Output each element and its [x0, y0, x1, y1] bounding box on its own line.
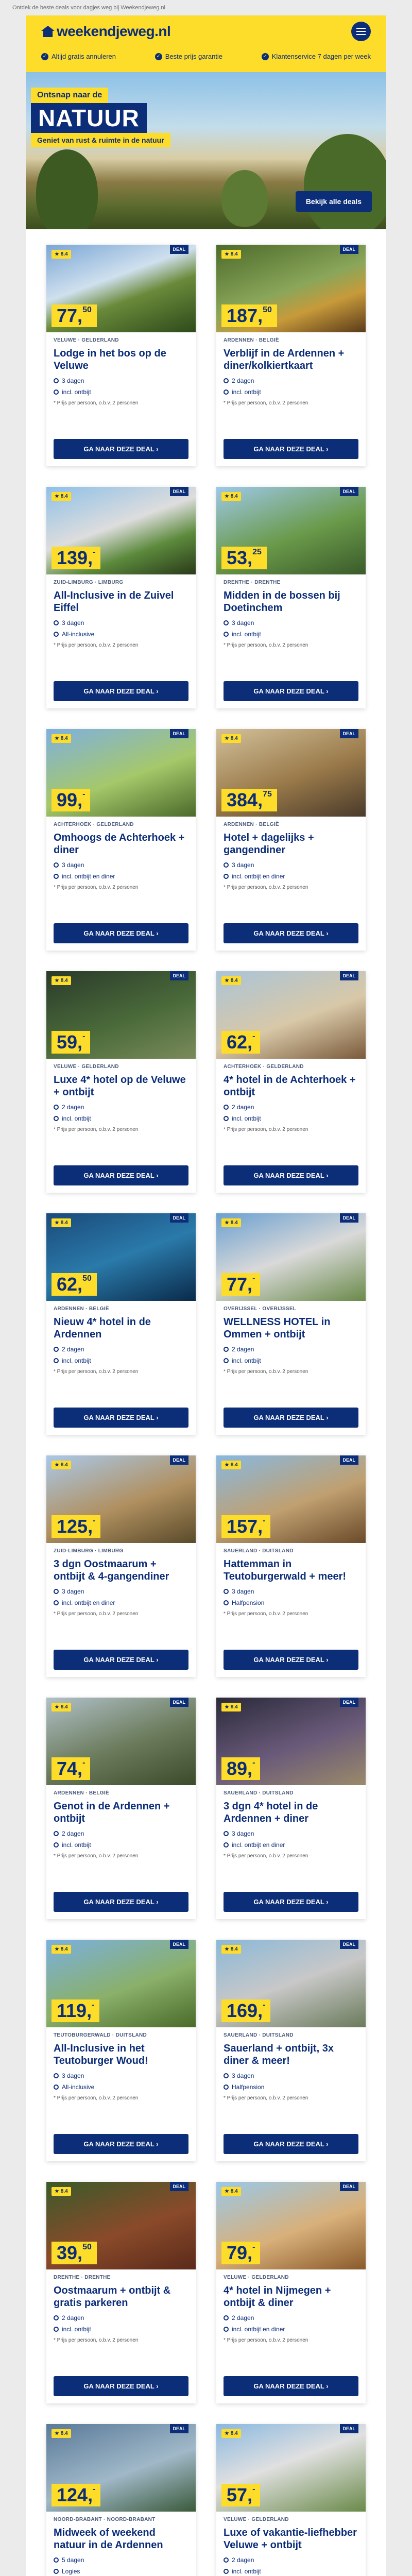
deal-board: incl. ontbijt en diner — [224, 2326, 358, 2333]
deal-image[interactable] — [46, 1213, 196, 1301]
deal-title[interactable]: Genot in de Ardennen + ontbijt — [54, 1801, 170, 1824]
cutlery-icon — [54, 1842, 59, 1848]
deal-card[interactable] — [216, 487, 366, 708]
deal-badge: ★ 8.4 — [52, 1461, 71, 1469]
deal-title[interactable]: 4* hotel in de Achterhoek + ontbijt — [224, 1074, 356, 1098]
usp-label: Klantenservice 7 dagen per week — [271, 53, 371, 60]
deal-cta-button[interactable]: GA NAAR DEZE DEAL › — [224, 923, 358, 943]
deal-title[interactable]: 3 dgn 4* hotel in de Ardennen + diner — [224, 1801, 318, 1824]
deal-card[interactable] — [216, 1213, 366, 1435]
moon-icon — [54, 2557, 59, 2563]
deal-badge: ★ 8.4 — [221, 1461, 241, 1469]
moon-icon — [54, 1105, 59, 1110]
deal-card[interactable] — [216, 1940, 366, 2161]
deal-cta-button[interactable]: GA NAAR DEZE DEAL › — [224, 681, 358, 701]
deal-duration: 3 dagen — [224, 1830, 358, 1837]
deal-card[interactable] — [216, 729, 366, 951]
deal-location: ARDENNEN · BELGIË — [54, 1790, 109, 1796]
deal-title[interactable]: Sauerland + ontbijt, 3x diner & meer! — [224, 2043, 334, 2066]
deal-cta-button[interactable]: GA NAAR DEZE DEAL › — [224, 439, 358, 459]
deal-board: All-inclusive — [54, 2083, 188, 2091]
usp-label: Altijd gratis annuleren — [52, 53, 116, 60]
deal-title[interactable]: Hattemman in Teutoburgerwald + meer! — [224, 1558, 347, 1582]
deal-card[interactable] — [216, 2424, 366, 2576]
deal-title[interactable]: WELLNESS HOTEL in Ommen + ontbijt — [224, 1316, 331, 1340]
deal-price: 187,50 — [221, 304, 277, 327]
deal-ribbon: DEAL — [170, 729, 189, 738]
deal-board: Logies — [54, 2568, 188, 2575]
cutlery-icon — [224, 2569, 229, 2574]
deal-location: VELUWE · GELDERLAND — [54, 337, 119, 343]
deal-board: incl. ontbijt en diner — [54, 1599, 188, 1606]
deal-image[interactable] — [46, 487, 196, 574]
deal-note: * Prijs per persoon, o.b.v. 2 personen — [54, 400, 139, 406]
deal-board: incl. ontbijt — [224, 631, 358, 638]
deal-ribbon: DEAL — [340, 1698, 359, 1707]
moon-icon — [224, 620, 229, 625]
deal-image[interactable] — [216, 1213, 366, 1301]
deal-badge: ★ 8.4 — [221, 1218, 241, 1227]
hamburger-icon — [356, 31, 366, 32]
deal-image[interactable] — [216, 245, 366, 332]
deal-cta-button[interactable]: GA NAAR DEZE DEAL › — [224, 1892, 358, 1912]
moon-icon — [224, 2315, 229, 2320]
deal-card[interactable] — [46, 1698, 196, 1919]
deal-board: incl. ontbijt — [54, 1841, 188, 1849]
deal-duration: 2 dagen — [224, 377, 358, 384]
deal-note: * Prijs per persoon, o.b.v. 2 personen — [54, 1611, 139, 1617]
deal-note: * Prijs per persoon, o.b.v. 2 personen — [224, 400, 308, 406]
deal-badge: ★ 8.4 — [52, 1703, 71, 1711]
moon-icon — [54, 378, 59, 383]
deal-note: * Prijs per persoon, o.b.v. 2 personen — [224, 642, 308, 648]
moon-icon — [54, 2315, 59, 2320]
deal-ribbon: DEAL — [170, 1213, 189, 1223]
cutlery-icon — [54, 1600, 59, 1605]
deal-badge: ★ 8.4 — [52, 976, 71, 985]
moon-icon — [54, 1589, 59, 1594]
deal-image[interactable] — [46, 1940, 196, 2027]
usp-item — [41, 53, 116, 60]
deal-board: incl. ontbijt — [54, 388, 188, 396]
moon-icon — [54, 1347, 59, 1352]
moon-icon — [224, 378, 229, 383]
deal-ribbon: DEAL — [340, 1455, 359, 1465]
cutlery-icon — [224, 389, 229, 395]
deal-duration: 3 dagen — [54, 619, 188, 626]
deal-ribbon: DEAL — [340, 1213, 359, 1223]
deal-title[interactable]: Midden in de bossen bij Doetinchem — [224, 590, 340, 614]
deal-card[interactable] — [216, 1698, 366, 1919]
deal-image[interactable] — [46, 729, 196, 817]
deal-card[interactable] — [216, 971, 366, 1193]
cutlery-icon — [224, 1842, 229, 1848]
deal-ribbon: DEAL — [340, 245, 359, 254]
deal-image[interactable] — [216, 729, 366, 817]
deal-title[interactable]: Midweek of weekend natuur in de Ardennen — [54, 2527, 163, 2551]
deal-price: 57,- — [221, 2484, 260, 2506]
deal-image[interactable] — [216, 2424, 366, 2512]
deal-ribbon: DEAL — [170, 1698, 189, 1707]
deal-price: 53,25 — [221, 547, 267, 569]
deal-card[interactable] — [46, 729, 196, 951]
deal-image[interactable] — [46, 1698, 196, 1785]
deal-badge: ★ 8.4 — [52, 250, 71, 259]
deal-duration: 2 dagen — [54, 1830, 188, 1837]
deal-card[interactable] — [46, 1940, 196, 2161]
cutlery-icon — [54, 389, 59, 395]
deal-cta-button[interactable]: GA NAAR DEZE DEAL › — [54, 681, 188, 701]
deal-board: Halfpension — [224, 2083, 358, 2091]
deal-board: Halfpension — [224, 1599, 358, 1606]
deal-badge: ★ 8.4 — [221, 976, 241, 985]
deal-ribbon: DEAL — [340, 1940, 359, 1949]
deal-ribbon: DEAL — [170, 1455, 189, 1465]
moon-icon — [54, 620, 59, 625]
deal-ribbon: DEAL — [340, 971, 359, 980]
deal-duration: 2 dagen — [54, 2314, 188, 2321]
deal-image[interactable] — [216, 1940, 366, 2027]
deal-badge: ★ 8.4 — [221, 1703, 241, 1711]
deal-image[interactable] — [46, 245, 196, 332]
cutlery-icon — [54, 2327, 59, 2332]
deal-note: * Prijs per persoon, o.b.v. 2 personen — [54, 885, 139, 890]
deal-duration: 3 dagen — [224, 1588, 358, 1595]
cutlery-icon — [224, 1358, 229, 1363]
deal-note: * Prijs per persoon, o.b.v. 2 personen — [54, 1369, 139, 1375]
deal-duration: 2 dagen — [54, 1104, 188, 1111]
house-icon — [41, 26, 55, 37]
moon-icon — [54, 862, 59, 868]
cutlery-icon — [54, 1116, 59, 1121]
deal-location: SAUERLAND · DUITSLAND — [224, 1790, 294, 1796]
deal-note: * Prijs per persoon, o.b.v. 2 personen — [54, 2095, 139, 2101]
moon-icon — [224, 2073, 229, 2078]
deal-badge: ★ 8.4 — [221, 2429, 241, 2438]
cutlery-icon — [224, 632, 229, 637]
deal-note: * Prijs per persoon, o.b.v. 2 personen — [54, 1853, 139, 1859]
deal-note: * Prijs per persoon, o.b.v. 2 personen — [54, 642, 139, 648]
deal-price: 59,- — [52, 1031, 90, 1054]
deal-location: ACHTERHOEK · GELDERLAND — [54, 822, 134, 827]
deal-location: VELUWE · GELDERLAND — [224, 2275, 289, 2280]
deal-ribbon: DEAL — [170, 245, 189, 254]
deal-location: ZUID-LIMBURG · LIMBURG — [54, 580, 124, 585]
deal-note: * Prijs per persoon, o.b.v. 2 personen — [224, 1127, 308, 1132]
deal-image[interactable] — [216, 487, 366, 574]
deal-duration: 2 dagen — [224, 1346, 358, 1353]
deal-duration: 3 dagen — [224, 2072, 358, 2079]
deal-card[interactable] — [46, 2424, 196, 2576]
deal-location: DRENTHE · DRENTHE — [224, 580, 281, 585]
deal-image[interactable] — [46, 2182, 196, 2269]
hero-sub: Geniet van rust & ruimte in de natuur — [31, 133, 170, 147]
deal-ribbon: DEAL — [340, 487, 359, 496]
deal-price: 139,- — [52, 547, 100, 569]
deal-badge: ★ 8.4 — [52, 1218, 71, 1227]
deal-price: 62,- — [221, 1031, 260, 1054]
hero-title — [31, 88, 170, 147]
deal-image[interactable] — [216, 971, 366, 1059]
deal-location: SAUERLAND · DUITSLAND — [224, 1548, 294, 1554]
moon-icon — [54, 2073, 59, 2078]
deal-location: NOORD-BRABANT · NOORD-BRABANT — [54, 2517, 156, 2522]
deal-card[interactable] — [216, 1455, 366, 1677]
deal-title[interactable]: Verblijf in de Ardennen + diner/kolkiertkaart — [224, 348, 345, 371]
deal-price: 77,- — [221, 1273, 260, 1296]
deal-note: * Prijs per persoon, o.b.v. 2 personen — [54, 1127, 139, 1132]
deal-board: incl. ontbijt en diner — [224, 873, 358, 880]
moon-icon — [224, 1589, 229, 1594]
cutlery-icon — [224, 1116, 229, 1121]
deal-card[interactable] — [46, 2182, 196, 2403]
deal-cta-button[interactable]: GA NAAR DEZE DEAL › — [224, 2376, 358, 2396]
deal-location: ARDENNEN · BELGIË — [54, 1306, 109, 1312]
deal-price: 79,- — [221, 2242, 260, 2264]
deal-duration: 2 dagen — [224, 1104, 358, 1111]
deal-price: 125,- — [52, 1515, 100, 1538]
deal-badge: ★ 8.4 — [52, 2187, 71, 2196]
deal-card[interactable] — [46, 1213, 196, 1435]
deal-location: VELUWE · GELDERLAND — [224, 2517, 289, 2522]
deal-ribbon: DEAL — [170, 1940, 189, 1949]
deal-location: ARDENNEN · BELGIË — [224, 822, 279, 827]
usp-bar — [41, 47, 371, 60]
hero-big: NATUUR — [31, 103, 147, 133]
deal-cta-button[interactable]: GA NAAR DEZE DEAL › — [224, 1408, 358, 1428]
deal-badge: ★ 8.4 — [52, 734, 71, 743]
moon-icon — [224, 1347, 229, 1352]
check-icon: ✓ — [262, 53, 269, 60]
deal-title[interactable]: Hotel + dagelijks + gangendiner — [224, 832, 314, 856]
deal-cta-button[interactable]: GA NAAR DEZE DEAL › — [54, 923, 188, 943]
deal-price: 89,- — [221, 1757, 260, 1780]
deal-card[interactable] — [46, 487, 196, 708]
deal-board: incl. ontbijt — [224, 1115, 358, 1122]
deal-board: All-inclusive — [54, 631, 188, 638]
deal-price: 157,- — [221, 1515, 270, 1538]
deal-title[interactable]: All-Inclusive in de Zuivel Eiffel — [54, 590, 174, 614]
cutlery-icon — [54, 2569, 59, 2574]
cutlery-icon — [224, 2327, 229, 2332]
deal-badge: ★ 8.4 — [221, 2187, 241, 2196]
hero-button[interactable]: Bekijk alle deals — [296, 191, 372, 212]
deal-cta-button[interactable]: GA NAAR DEZE DEAL › — [54, 439, 188, 459]
deal-card[interactable] — [216, 245, 366, 466]
deal-note: * Prijs per persoon, o.b.v. 2 personen — [224, 1369, 308, 1375]
check-icon: ✓ — [155, 53, 162, 60]
deal-badge: ★ 8.4 — [221, 492, 241, 501]
deal-duration: 3 dagen — [54, 2072, 188, 2079]
deal-title[interactable]: 4* hotel in Nijmegen + ontbijt & diner — [224, 2285, 331, 2309]
deal-cta-button[interactable]: GA NAAR DEZE DEAL › — [54, 2134, 188, 2154]
menu-button[interactable] — [351, 22, 371, 41]
logo[interactable] — [41, 23, 170, 40]
deal-badge: ★ 8.4 — [52, 2429, 71, 2438]
deal-image[interactable] — [216, 1698, 366, 1785]
deal-card[interactable] — [216, 2182, 366, 2403]
deal-price: 77,50 — [52, 304, 97, 327]
preheader: Ontdek de beste deals voor dagjes weg bij Weekendjeweg.nl — [12, 5, 165, 11]
deal-cta-button[interactable]: GA NAAR DEZE DEAL › — [54, 2376, 188, 2396]
deal-price: 169,- — [221, 1999, 270, 2022]
deal-badge: ★ 8.4 — [221, 250, 241, 259]
deal-card[interactable] — [46, 971, 196, 1193]
deal-location: TEUTOBURGERWALD · DUITSLAND — [54, 2032, 147, 2038]
moon-icon — [224, 1105, 229, 1110]
deal-title[interactable]: Lodge in het bos op de Veluwe — [54, 348, 166, 371]
deal-note: * Prijs per persoon, o.b.v. 2 personen — [224, 1853, 308, 1859]
deal-location: SAUERLAND · DUITSLAND — [224, 2032, 294, 2038]
deal-note: * Prijs per persoon, o.b.v. 2 personen — [224, 885, 308, 890]
deal-image[interactable] — [216, 2182, 366, 2269]
deal-location: OVERIJSSEL · OVERIJSSEL — [224, 1306, 297, 1312]
deal-duration: 3 dagen — [224, 619, 358, 626]
deal-ribbon: DEAL — [170, 2182, 189, 2191]
deal-title[interactable]: All-Inclusive in het Teutoburger Woud! — [54, 2043, 148, 2066]
deal-image[interactable] — [216, 1455, 366, 1543]
cutlery-icon — [54, 1358, 59, 1363]
deal-duration: 2 dagen — [224, 2556, 358, 2564]
deal-board: incl. ontbijt — [54, 1357, 188, 1364]
deal-cta-button[interactable]: GA NAAR DEZE DEAL › — [54, 1892, 188, 1912]
moon-icon — [224, 2557, 229, 2563]
deal-title[interactable]: Omhoogs de Achterhoek + diner — [54, 832, 185, 856]
deal-ribbon: DEAL — [340, 2424, 359, 2433]
deal-cta-button[interactable]: GA NAAR DEZE DEAL › — [224, 1165, 358, 1185]
deal-cta-button[interactable]: GA NAAR DEZE DEAL › — [224, 2134, 358, 2154]
email-container — [26, 15, 386, 2576]
deal-ribbon: DEAL — [340, 2182, 359, 2191]
deal-location: DRENTHE · DRENTHE — [54, 2275, 111, 2280]
deal-cta-button[interactable]: GA NAAR DEZE DEAL › — [224, 1650, 358, 1670]
deal-price: 124,- — [52, 2484, 100, 2506]
deal-duration: 5 dagen — [54, 2556, 188, 2564]
deal-image[interactable] — [46, 1455, 196, 1543]
cutlery-icon — [224, 874, 229, 879]
deal-board: incl. ontbijt en diner — [224, 1841, 358, 1849]
deal-ribbon: DEAL — [170, 2424, 189, 2433]
deal-ribbon: DEAL — [170, 971, 189, 980]
deal-badge: ★ 8.4 — [52, 492, 71, 501]
deal-price: 74,- — [52, 1757, 90, 1780]
deal-title[interactable]: Luxe of vakantie-liefhebber Veluwe + ontbijt — [224, 2527, 357, 2551]
usp-label: Beste prijs garantie — [165, 53, 223, 60]
deal-note: * Prijs per persoon, o.b.v. 2 personen — [54, 2337, 139, 2343]
deal-title[interactable]: Luxe 4* hotel op de Veluwe + ontbijt — [54, 1074, 186, 1098]
deal-location: VELUWE · GELDERLAND — [54, 1064, 119, 1070]
deal-price: 384,75 — [221, 789, 277, 811]
cutlery-icon — [54, 632, 59, 637]
deal-price: 99,- — [52, 789, 90, 811]
deal-title[interactable]: Oostmaarum + ontbijt & gratis parkeren — [54, 2285, 171, 2309]
deal-badge: ★ 8.4 — [52, 1945, 71, 1954]
deal-image[interactable] — [46, 2424, 196, 2512]
deal-title[interactable]: 3 dgn Oostmaarum + ontbijt & 4-gangendiner — [54, 1558, 169, 1582]
deal-card[interactable] — [46, 245, 196, 466]
deal-price: 39,50 — [52, 2242, 97, 2264]
deal-price: 62,50 — [52, 1273, 97, 1296]
deal-duration: 3 dagen — [224, 861, 358, 869]
hero-banner[interactable] — [26, 72, 386, 229]
deal-duration: 3 dagen — [54, 1588, 188, 1595]
deal-duration: 3 dagen — [54, 377, 188, 384]
deal-board: incl. ontbijt — [224, 1357, 358, 1364]
deal-location: ARDENNEN · BELGIË — [224, 337, 279, 343]
deal-grid — [26, 229, 386, 2576]
moon-icon — [224, 862, 229, 868]
moon-icon — [224, 1831, 229, 1836]
deal-image[interactable] — [46, 971, 196, 1059]
deal-note: * Prijs per persoon, o.b.v. 2 personen — [224, 2095, 308, 2101]
deal-note: * Prijs per persoon, o.b.v. 2 personen — [224, 2337, 308, 2343]
deal-board: incl. ontbijt — [224, 2568, 358, 2575]
deal-duration: 2 dagen — [54, 1346, 188, 1353]
hero-small: Ontsnap naar de — [31, 88, 108, 103]
deal-cta-button[interactable]: GA NAAR DEZE DEAL › — [54, 1650, 188, 1670]
deal-title[interactable]: Nieuw 4* hotel in de Ardennen — [54, 1316, 151, 1340]
deal-badge: ★ 8.4 — [221, 1945, 241, 1954]
deal-ribbon: DEAL — [170, 487, 189, 496]
deal-board: incl. ontbijt en diner — [54, 873, 188, 880]
deal-duration: 3 dagen — [54, 861, 188, 869]
cutlery-icon — [224, 1600, 229, 1605]
usp-item — [262, 53, 371, 60]
deal-location: ZUID-LIMBURG · LIMBURG — [54, 1548, 124, 1554]
deal-board: incl. ontbijt — [54, 1115, 188, 1122]
deal-cta-button[interactable]: GA NAAR DEZE DEAL › — [54, 1165, 188, 1185]
deal-cta-button[interactable]: GA NAAR DEZE DEAL › — [54, 1408, 188, 1428]
deal-location: ACHTERHOEK · GELDERLAND — [224, 1064, 304, 1070]
cutlery-icon — [54, 874, 59, 879]
check-icon: ✓ — [41, 53, 48, 60]
deal-price: 119,- — [52, 1999, 99, 2022]
logo-text: weekendjeweg.nl — [57, 23, 171, 39]
moon-icon — [54, 1831, 59, 1836]
cutlery-icon — [54, 2084, 59, 2090]
deal-badge: ★ 8.4 — [221, 734, 241, 743]
deal-note: * Prijs per persoon, o.b.v. 2 personen — [224, 1611, 308, 1617]
deal-board: incl. ontbijt — [224, 388, 358, 396]
usp-item — [155, 53, 222, 60]
deal-card[interactable] — [46, 1455, 196, 1677]
deal-ribbon: DEAL — [340, 729, 359, 738]
header — [26, 15, 386, 72]
deal-board: incl. ontbijt — [54, 2326, 188, 2333]
deal-duration: 2 dagen — [224, 2314, 358, 2321]
cutlery-icon — [224, 2084, 229, 2090]
